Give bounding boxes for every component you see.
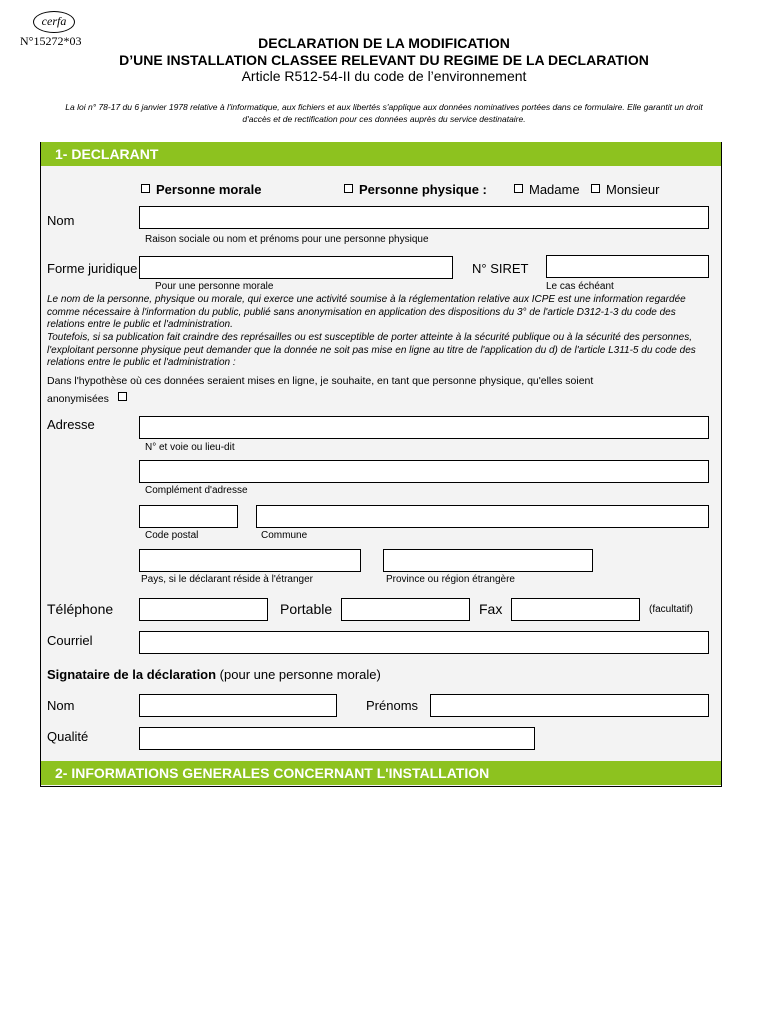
checkbox-box[interactable]	[118, 392, 127, 401]
commune-hint: Commune	[261, 530, 308, 541]
cerfa-logo: cerfa	[33, 11, 75, 33]
voie-hint: N° et voie ou lieu-dit	[145, 442, 235, 453]
siret-label: N° SIRET	[472, 261, 529, 276]
nom-hint: Raison sociale ou nom et prénoms pour une personne physique	[145, 234, 429, 245]
qualite-label: Qualité	[47, 729, 89, 744]
portable-input[interactable]	[341, 598, 470, 621]
signataire-bold: Signataire de la déclaration	[47, 667, 217, 682]
adresse-label: Adresse	[47, 417, 95, 432]
prenoms-input[interactable]	[430, 694, 709, 717]
portable-label: Portable	[280, 601, 333, 617]
fax-label: Fax	[479, 601, 503, 617]
siret-input[interactable]	[546, 255, 709, 278]
form-subtitle: Article R512-54-II du code de l’environnement	[241, 68, 527, 84]
info-paragraph-3: Dans l'hypothèse où ces données seraient mises en ligne, je souhaite, en tant que personne physique, qu'elles soient	[47, 375, 594, 387]
forme-juridique-input[interactable]	[139, 256, 453, 279]
section-2-header: 2- INFORMATIONS GENERALES CONCERNANT L'INSTALLATION	[41, 761, 721, 785]
complement-hint: Complément d'adresse	[145, 485, 248, 496]
province-input[interactable]	[383, 549, 593, 572]
checkbox-label: Monsieur	[606, 182, 660, 197]
courriel-input[interactable]	[139, 631, 709, 654]
commune-input[interactable]	[256, 505, 709, 528]
section-1-header: 1- DECLARANT	[41, 142, 721, 166]
checkbox-label: Personne physique :	[359, 182, 487, 197]
complement-adresse-input[interactable]	[139, 460, 709, 483]
checkbox-box[interactable]	[141, 184, 150, 193]
checkbox-monsieur[interactable]	[591, 182, 659, 197]
prenoms-label: Prénoms	[366, 698, 419, 713]
checkbox-box[interactable]	[344, 184, 353, 193]
nom-input[interactable]	[139, 206, 709, 229]
info-paragraph-2: Toutefois, si sa publication fait craindre des représailles ou est susceptible de porter atteinte à la sécurité publique ou à la sécurité des personnes, l'exploitant personne physique peut demander que la donnée ne soit pas mise en ligne au titre de l'application du d) de l'article L311-5 du code des relations entre le public et l'administration :	[47, 332, 696, 368]
pays-input[interactable]	[139, 549, 361, 572]
checkbox-madame[interactable]	[514, 182, 580, 197]
telephone-input[interactable]	[139, 598, 268, 621]
code-postal-input[interactable]	[139, 505, 238, 528]
checkbox-label: Madame	[529, 182, 580, 197]
signataire-nom-label: Nom	[47, 698, 75, 713]
form-title-line1: DECLARATION DE LA MODIFICATION	[258, 35, 510, 51]
code-postal-hint: Code postal	[145, 530, 199, 541]
forme-juridique-label: Forme juridique	[47, 261, 138, 276]
fax-input[interactable]	[511, 598, 640, 621]
forme-juridique-hint: Pour une personne morale	[155, 281, 274, 292]
adresse-voie-input[interactable]	[139, 416, 709, 439]
telephone-label: Téléphone	[47, 601, 114, 617]
pays-hint: Pays, si le déclarant réside à l'étranger	[141, 574, 313, 585]
checkbox-personne-morale[interactable]	[141, 182, 262, 197]
signataire-heading	[47, 667, 381, 682]
signataire-nom-input[interactable]	[139, 694, 337, 717]
legal-notice: La loi n° 78-17 du 6 janvier 1978 relative à l'informatique, aux fichiers et aux libertés s'applique aux données nominatives portées dans ce formulaire. Elle garantit un droit d'accès et de rectification pour ces données auprès du service destinataire.	[65, 102, 703, 124]
province-hint: Province ou région étrangère	[386, 574, 515, 585]
cerfa-number: N°15272*03	[20, 34, 82, 48]
siret-hint: Le cas échéant	[546, 281, 614, 292]
checkbox-personne-physique[interactable]	[344, 182, 487, 197]
checkbox-box[interactable]	[514, 184, 523, 193]
checkbox-box[interactable]	[591, 184, 600, 193]
nom-label: Nom	[47, 213, 75, 228]
signataire-rest: (pour une personne morale)	[216, 667, 381, 682]
checkbox-label: Personne morale	[156, 182, 262, 197]
info-paragraph-1: Le nom de la personne, physique ou morale, qui exerce une activité soumise à la réglementation relative aux ICPE est une information regardée comme nécessaire à l'information du public, publié sans anonymisation en application des dispositions du 3° de l'article D312-1-3 du code des relations entre le public et l'administration.	[47, 294, 686, 330]
qualite-input[interactable]	[139, 727, 535, 750]
courriel-label: Courriel	[47, 633, 93, 648]
facultatif-hint: (facultatif)	[649, 604, 693, 615]
checkbox-label: anonymisées	[47, 393, 109, 405]
checkbox-anonymisees[interactable]	[47, 392, 133, 405]
form-title-line2: D’UNE INSTALLATION CLASSEE RELEVANT DU REGIME DE LA DECLARATION	[119, 52, 649, 68]
